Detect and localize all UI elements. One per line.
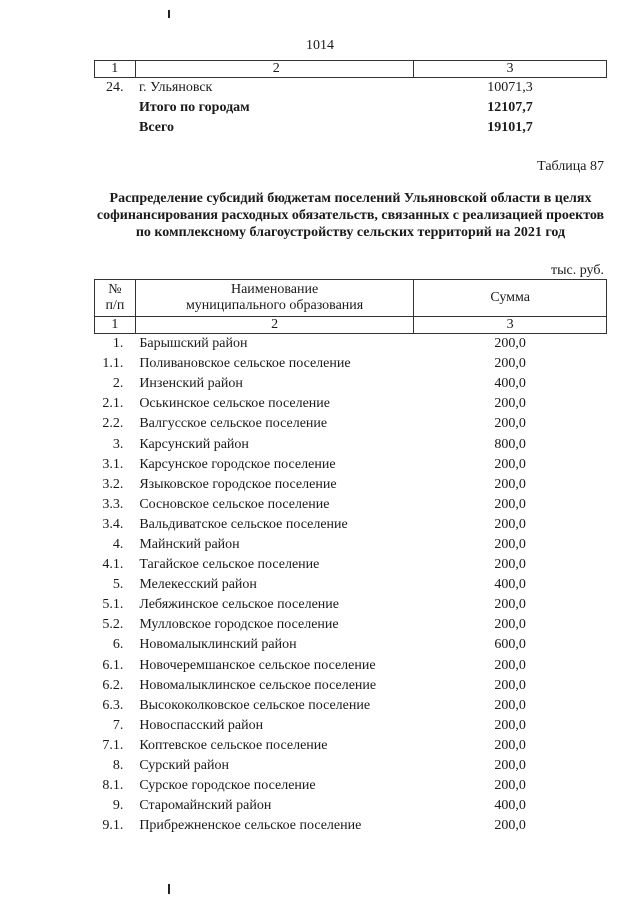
table-row — [95, 635, 607, 655]
row-num: 9.1. — [102, 818, 124, 834]
row-name: Старомайнский район — [139, 798, 272, 814]
row-name: Тагайское сельское поселение — [139, 557, 320, 573]
row-num: 7. — [112, 717, 124, 733]
col-header-sum: Сумма — [414, 280, 607, 317]
row-sum: 200,0 — [494, 778, 526, 794]
row-sum: 400,0 — [494, 798, 526, 814]
col-number: 2 — [135, 317, 414, 334]
table-row — [95, 716, 607, 736]
row-sum: 200,0 — [494, 818, 526, 834]
table-row — [95, 656, 607, 676]
row-num: 4.1. — [102, 557, 124, 573]
row-sum: 200,0 — [494, 737, 526, 753]
row-sum: 400,0 — [494, 577, 526, 593]
table-row — [95, 98, 607, 118]
table-title: Распределение субсидий бюджетам поселений Ульяновской области в целях софинансирования расходных обязательств, связанных с реализацией проектов по комплексному благоустройству сельских территорий на 2021 год — [96, 191, 605, 240]
row-sum: 200,0 — [494, 356, 526, 372]
top-table-header — [95, 61, 607, 78]
top-table — [94, 60, 607, 138]
row-name: Сурское городское поселение — [139, 778, 316, 794]
table-row — [95, 414, 607, 434]
row-sum: 200,0 — [494, 536, 526, 552]
row-num: 6.1. — [102, 657, 124, 673]
row-name: Итого по городам — [139, 100, 250, 115]
table-row — [95, 796, 607, 816]
row-name: Высококолковское сельское поселение — [139, 697, 371, 713]
row-num: 24. — [106, 80, 124, 95]
table-row — [95, 756, 607, 776]
row-num — [95, 118, 136, 138]
row-name: г. Ульяновск — [139, 80, 213, 95]
table-row — [95, 816, 607, 836]
row-name: Вальдиватское сельское поселение — [139, 516, 348, 532]
row-name: Майнский район — [139, 536, 240, 552]
row-num: 3.4. — [102, 516, 124, 532]
row-name: Новомалыклинский район — [139, 637, 297, 653]
table-row — [95, 676, 607, 696]
header-cell: 2 — [135, 61, 414, 78]
table-row — [95, 78, 607, 99]
row-num: 8.1. — [102, 778, 124, 794]
row-name: Новочеремшанское сельское поселение — [139, 657, 376, 673]
row-sum: 200,0 — [494, 758, 526, 774]
row-sum: 200,0 — [494, 456, 526, 472]
table-row — [95, 555, 607, 575]
row-name: Поливановское сельское поселение — [139, 356, 351, 372]
row-sum: 10071,3 — [487, 80, 533, 95]
table-row — [95, 455, 607, 475]
row-num: 3. — [112, 436, 124, 452]
row-sum: 200,0 — [494, 677, 526, 693]
row-name: Инзенский район — [139, 376, 243, 392]
table-row — [95, 495, 607, 515]
row-name: Мелекесский район — [139, 577, 257, 593]
row-sum: 200,0 — [494, 697, 526, 713]
row-sum: 200,0 — [494, 557, 526, 573]
col-number: 3 — [414, 317, 607, 334]
col-header-num: № п/п — [95, 280, 136, 317]
table-row — [95, 696, 607, 716]
col-numbers-row — [95, 317, 607, 334]
page-number: 1014 — [306, 38, 334, 53]
table-row — [95, 118, 607, 138]
row-num: 7.1. — [102, 737, 124, 753]
row-num: 3.2. — [102, 476, 124, 492]
row-name: Языковское городское поселение — [139, 476, 337, 492]
row-sum: 400,0 — [494, 376, 526, 392]
scan-mark-top — [168, 10, 170, 18]
row-num: 5. — [112, 577, 124, 593]
table-row — [95, 394, 607, 414]
table-row — [95, 736, 607, 756]
table-row — [95, 615, 607, 635]
table-row — [95, 334, 607, 355]
row-name: Всего — [139, 120, 174, 135]
table-row — [95, 575, 607, 595]
table-row — [95, 354, 607, 374]
row-sum: 19101,7 — [487, 120, 533, 135]
row-name: Карсунский район — [139, 436, 249, 452]
row-num: 6.3. — [102, 697, 124, 713]
row-name: Валгусское сельское поселение — [139, 416, 328, 432]
row-sum: 200,0 — [494, 617, 526, 633]
row-name: Сосновское сельское поселение — [139, 496, 330, 512]
units-label: тыс. руб. — [551, 263, 604, 278]
row-name: Барышский район — [139, 336, 248, 352]
row-num: 2. — [112, 376, 124, 392]
row-sum: 200,0 — [494, 717, 526, 733]
row-sum: 200,0 — [494, 336, 526, 352]
row-num: 6.2. — [102, 677, 124, 693]
main-table-header — [95, 280, 607, 317]
row-num: 5.2. — [102, 617, 124, 633]
table-row — [95, 374, 607, 394]
col-number: 1 — [95, 317, 136, 334]
row-name: Новоспасский район — [139, 717, 264, 733]
row-sum: 200,0 — [494, 597, 526, 613]
row-num: 2.1. — [102, 396, 124, 412]
row-num: 1. — [112, 336, 124, 352]
table-row — [95, 535, 607, 555]
table-label: Таблица 87 — [537, 159, 604, 174]
row-name: Карсунское городское поселение — [139, 456, 336, 472]
table-row — [95, 595, 607, 615]
header-cell: 3 — [414, 61, 607, 78]
row-num: 1.1. — [102, 356, 124, 372]
row-name: Прибрежненское сельское поселение — [139, 818, 362, 834]
table-row — [95, 434, 607, 454]
row-name: Новомалыклинское сельское поселение — [139, 677, 377, 693]
row-num: 4. — [112, 536, 124, 552]
row-num — [95, 98, 136, 118]
row-sum: 800,0 — [494, 436, 526, 452]
row-sum: 600,0 — [494, 637, 526, 653]
header-cell: 1 — [95, 61, 136, 78]
row-num: 3.1. — [102, 456, 124, 472]
row-sum: 200,0 — [494, 416, 526, 432]
row-name: Сурский район — [139, 758, 229, 774]
row-num: 5.1. — [102, 597, 124, 613]
row-sum: 200,0 — [494, 496, 526, 512]
table-row — [95, 515, 607, 535]
table-row — [95, 776, 607, 796]
row-num: 6. — [112, 637, 124, 653]
row-sum: 200,0 — [494, 476, 526, 492]
row-num: 2.2. — [102, 416, 124, 432]
row-num: 8. — [112, 758, 124, 774]
row-sum: 200,0 — [494, 657, 526, 673]
scan-mark-bottom — [168, 884, 170, 894]
row-sum: 200,0 — [494, 396, 526, 412]
col-header-name: Наименование муниципального образования — [135, 280, 414, 317]
row-name: Оськинское сельское поселение — [139, 396, 330, 412]
row-sum: 12107,7 — [487, 100, 533, 115]
row-sum: 200,0 — [494, 516, 526, 532]
row-num: 3.3. — [102, 496, 124, 512]
row-name: Лебяжинское сельское поселение — [139, 597, 339, 613]
row-name: Мулловское городское поселение — [139, 617, 339, 633]
row-num: 9. — [112, 798, 124, 814]
main-table — [94, 279, 607, 836]
row-name: Коптевское сельское поселение — [139, 737, 328, 753]
table-row — [95, 475, 607, 495]
